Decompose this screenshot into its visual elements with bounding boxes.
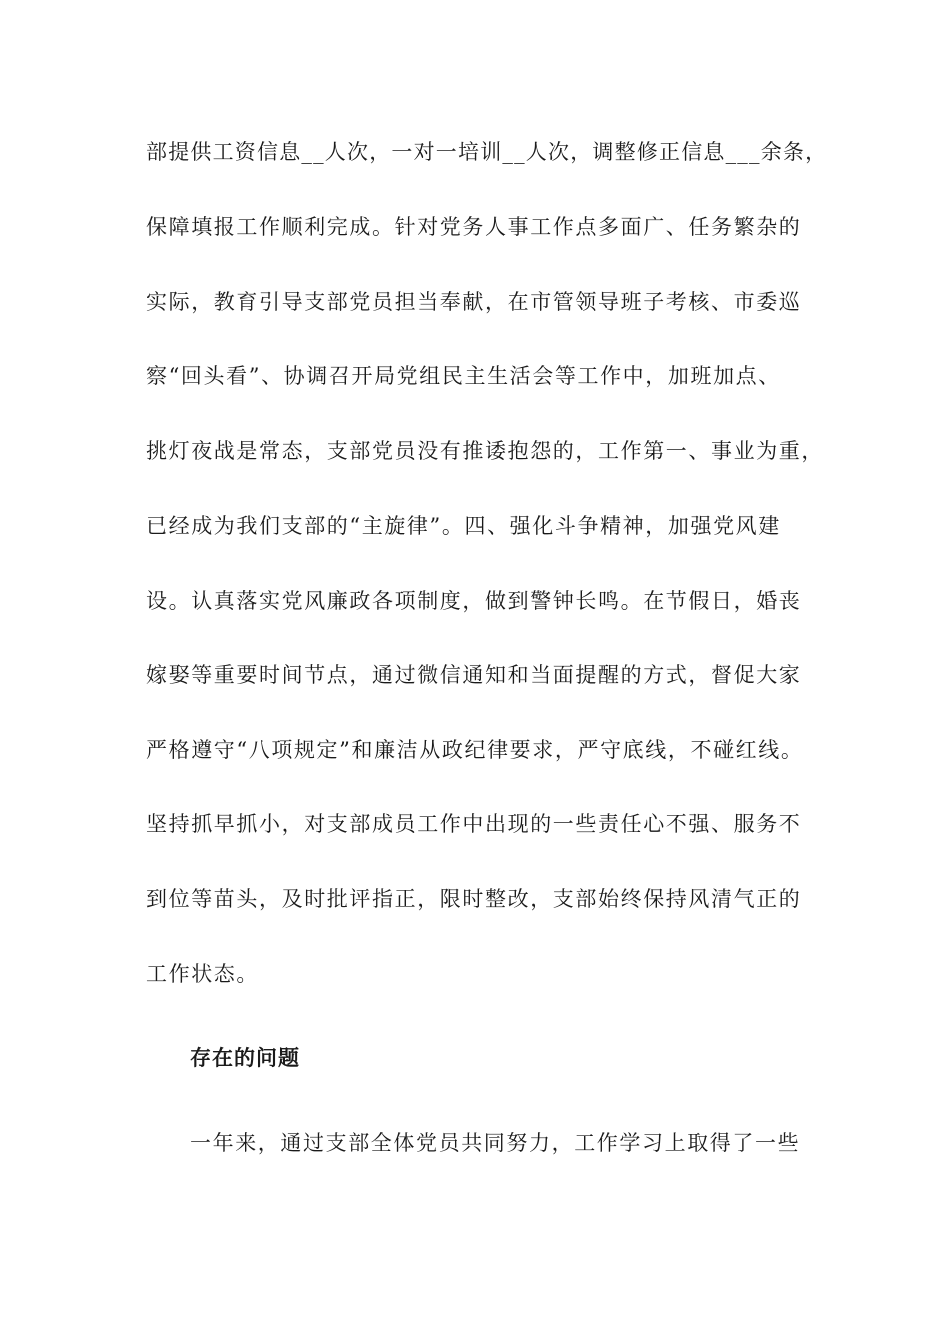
body-line-12: 工作状态。: [146, 962, 259, 986]
body-line-3: 实际，教育引导支部党员担当奉献，在市管领导班子考核、市委巡: [146, 290, 802, 314]
body-line-1: 部提供工资信息__人次，一对一培训__人次，调整修正信息___余条，: [146, 140, 828, 164]
body-line-2: 保障填报工作顺利完成。针对党务人事工作点多面广、任务繁杂的: [146, 215, 802, 239]
body-line-4: 察“回头看”、协调召开局党组民主生活会等工作中，加班加点、: [146, 364, 781, 388]
body-line-5: 挑灯夜战是常态，支部党员没有推诿抱怨的，工作第一、事业为重，: [146, 439, 824, 463]
body-line-11: 到位等苗头，及时批评指正，限时整改，支部始终保持风清气正的: [146, 887, 802, 911]
body-line-9: 严格遵守“八项规定”和廉洁从政纪律要求，严守底线，不碰红线。: [146, 738, 804, 762]
section-heading: 存在的问题: [190, 1046, 300, 1070]
paragraph-first-line: 一年来，通过支部全体党员共同努力，工作学习上取得了一些: [190, 1131, 801, 1155]
body-line-8: 嫁娶等重要时间节点，通过微信通知和当面提醒的方式，督促大家: [146, 663, 802, 687]
body-line-6: 已经成为我们支部的“主旋律”。四、强化斗争精神，加强党风建: [146, 514, 781, 538]
body-line-7: 设。认真落实党风廉政各项制度，做到警钟长鸣。在节假日，婚丧: [146, 589, 802, 613]
body-line-10: 坚持抓早抓小，对支部成员工作中出现的一些责任心不强、服务不: [146, 812, 802, 836]
